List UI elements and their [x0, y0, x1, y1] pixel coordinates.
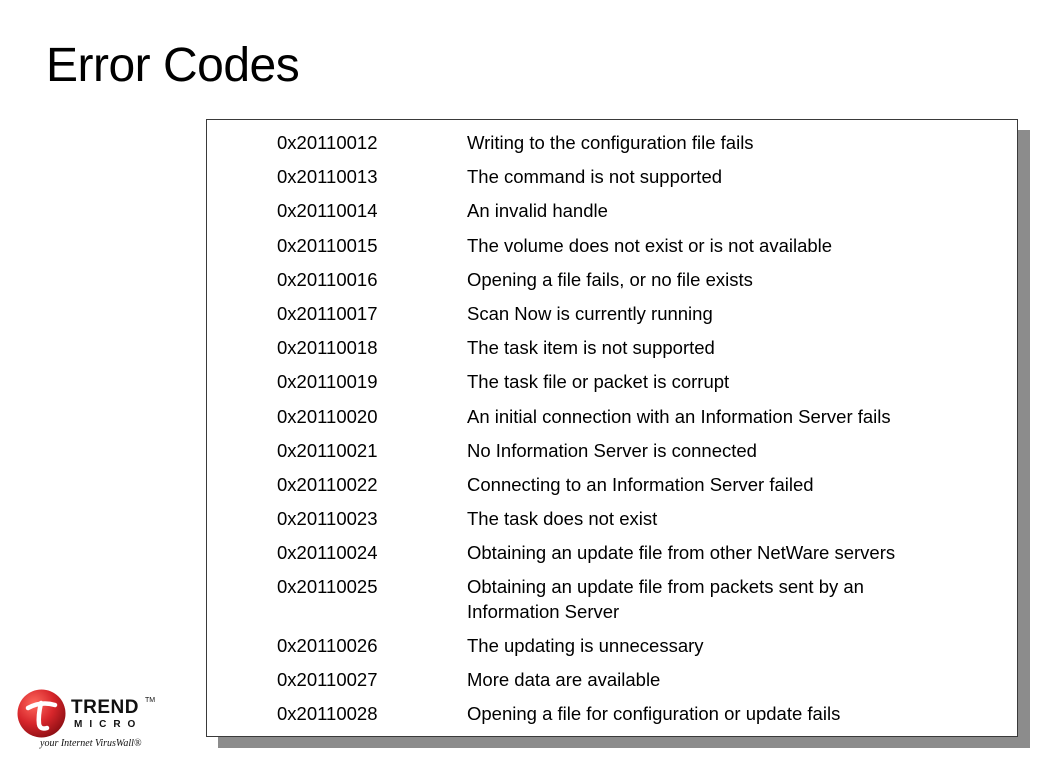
error-code: 0x20110014	[277, 200, 378, 222]
error-description: Scan Now is currently running	[467, 302, 713, 324]
error-description: Writing to the configuration file fails	[467, 132, 754, 153]
table-row	[207, 233, 1017, 267]
trend-micro-logo	[16, 688, 156, 754]
error-code: 0x20110015	[277, 234, 378, 256]
error-code: 0x20110020	[277, 405, 378, 427]
error-code: 0x20110018	[277, 337, 378, 359]
error-description: The volume does not exist or is not available	[467, 234, 833, 256]
error-description: The task item is not supported	[467, 337, 715, 359]
error-description: The command is not supported	[467, 166, 723, 188]
error-code: 0x20110012	[277, 132, 378, 153]
error-code: 0x20110013	[277, 166, 378, 188]
table-row	[207, 404, 1017, 438]
error-code: 0x20110024	[277, 542, 378, 564]
table-row	[207, 369, 1017, 403]
table-row	[207, 540, 1017, 574]
error-description: Opening a file fails, or no file exists	[467, 268, 753, 290]
error-code: 0x20110017	[277, 302, 378, 324]
table-row	[207, 130, 1017, 164]
error-code: 0x20110025	[277, 576, 378, 598]
error-description: Obtaining an update file from other NetWare servers	[467, 542, 896, 564]
error-description: No Information Server is connected	[467, 439, 757, 461]
error-code: 0x20110021	[277, 439, 378, 461]
error-description: Obtaining an update file from packets sent by an Information Server	[467, 576, 864, 623]
error-description: Opening a file for configuration or update fails	[467, 703, 841, 725]
table-row	[207, 301, 1017, 335]
table-row	[207, 633, 1017, 667]
table-row	[207, 267, 1017, 301]
error-code: 0x20110023	[277, 508, 378, 530]
table-row	[207, 472, 1017, 506]
error-description: The updating is unnecessary	[467, 634, 704, 656]
error-description: The task does not exist	[467, 508, 658, 530]
error-description: An invalid handle	[467, 200, 608, 222]
error-code: 0x20110028	[277, 703, 378, 725]
error-description: Connecting to an Information Server failed	[467, 473, 814, 495]
error-description: The task file or packet is corrupt	[467, 371, 730, 393]
logo-sub-text: MICRO	[74, 719, 143, 730]
table-row	[207, 198, 1017, 232]
table-row	[207, 574, 1017, 633]
error-code: 0x20110019	[277, 371, 378, 393]
table-row	[207, 164, 1017, 198]
error-code: 0x20110026	[277, 634, 378, 656]
error-description: More data are available	[467, 669, 661, 691]
error-code-table	[206, 119, 1018, 737]
slide-title: Error Codes	[46, 39, 300, 92]
error-description: An initial connection with an Information Server fails	[467, 405, 891, 427]
table-row	[207, 701, 1017, 735]
error-code: 0x20110027	[277, 669, 378, 691]
logo-brand-text: TREND	[71, 697, 139, 718]
logo-tagline: your Internet VirusWall®	[40, 738, 142, 749]
table-row	[207, 438, 1017, 472]
logo-trademark: TM	[145, 697, 156, 704]
table-row	[207, 506, 1017, 540]
trend-micro-ball-icon	[16, 688, 67, 739]
table-row	[207, 335, 1017, 369]
error-code: 0x20110022	[277, 473, 378, 495]
error-code: 0x20110016	[277, 268, 378, 290]
table-row	[207, 667, 1017, 701]
error-code-rows	[207, 130, 1017, 736]
